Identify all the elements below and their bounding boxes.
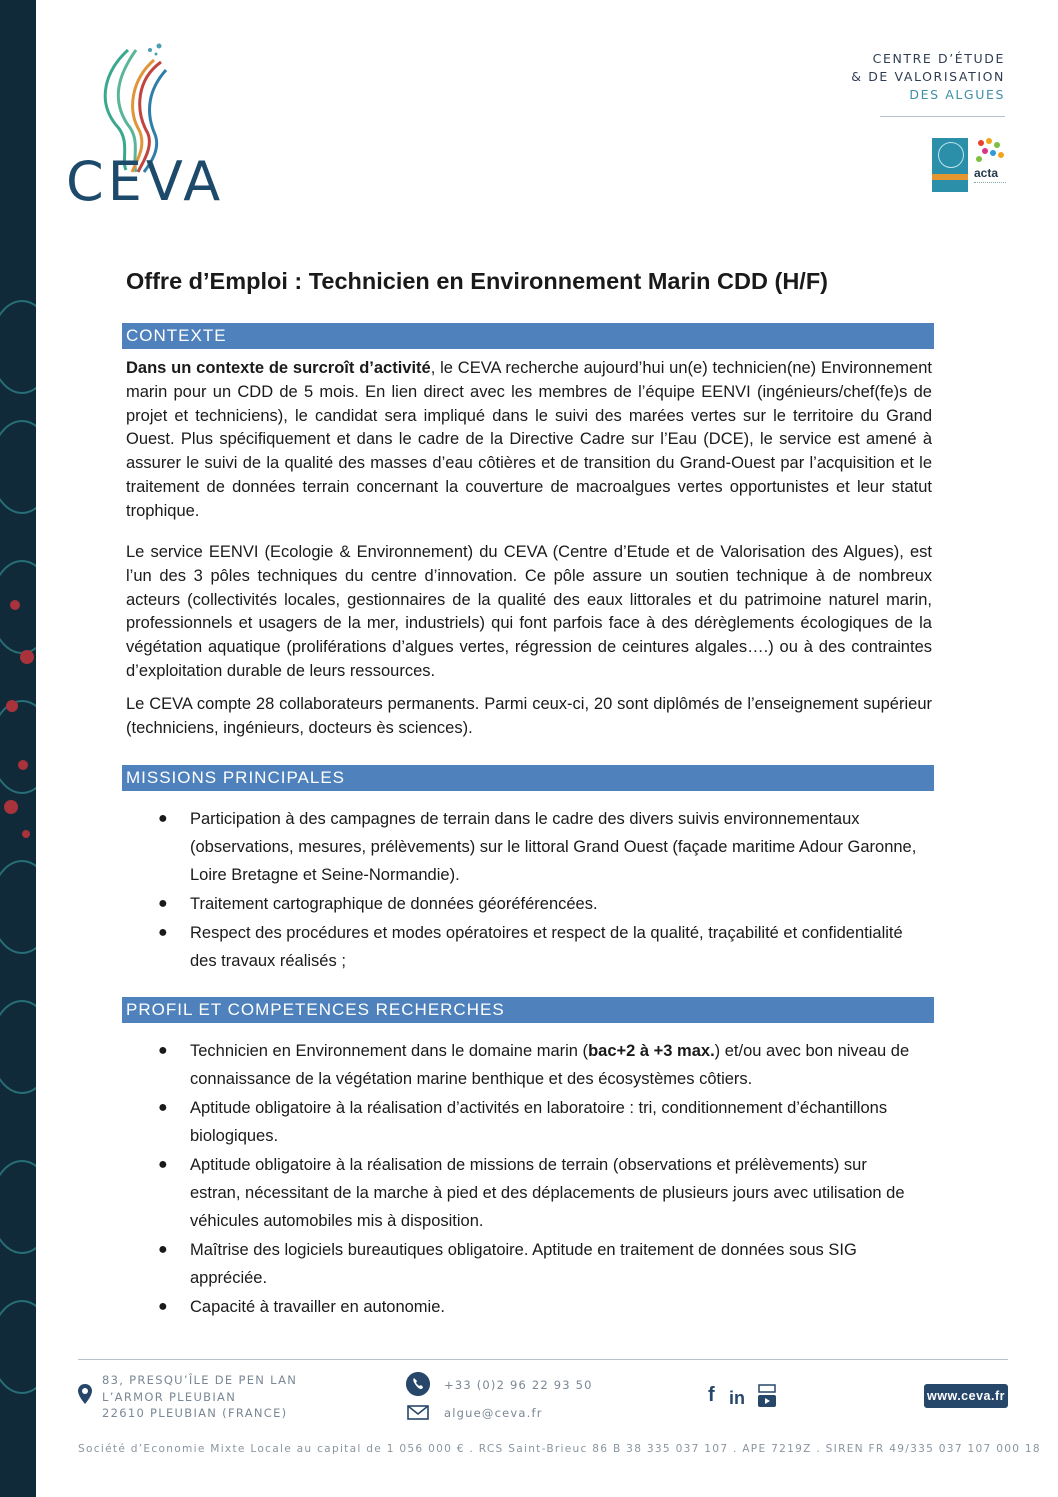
contexte-p1-text: , le CEVA recherche aujourd’hui un(e) technicien(ne) Environnement marin pour un CDD de 5 mois. En lien direct avec les membres de l’équipe EENVI (ingénieurs/chef(fe)s de projet et techniciens), le candidat sera impliqué dans le suivi des marées vertes sur le territoire du Grand Ouest. Plus spécifiquement et dans le cadre de la Directive Cadre sur l’Eau (DCE), le service est amené à assurer le suivi de la qualité des masses d’eau côtières et de transition du Grand-Ouest par l’acquisition et le traitement de données terrain concernant la couverture de macroalgues vertes opportunistes et leur statut trophique. — [126, 359, 932, 520]
phone-icon — [406, 1372, 430, 1396]
mail-icon — [407, 1405, 429, 1420]
org-line-2: & DE VALORISATION — [851, 69, 1005, 84]
bullet-icon: ● — [158, 1156, 168, 1173]
header-divider — [880, 116, 1005, 117]
bullet-icon: ● — [158, 1241, 168, 1258]
contexte-paragraph-3: Le CEVA compte 28 collaborateurs permanents. Parmi ceux-ci, 20 sont diplômés de l’enseignement supérieur (techniciens, ingénieurs, docteurs ès sciences). — [126, 695, 932, 737]
section-heading-profil: PROFIL ET COMPETENCES RECHERCHES — [122, 997, 934, 1023]
list-item: ● Capacité à travailler en autonomie. — [158, 1293, 918, 1321]
footer-address — [102, 1372, 297, 1422]
itai-logo-icon — [932, 138, 968, 192]
list-item: ● Aptitude obligatoire à la réalisation d’activités en laboratoire : tri, conditionnement d’échantillons biologiques. — [158, 1094, 918, 1150]
page-title: Offre d’Emploi : Technicien en Environnement Marin CDD (H/F) — [126, 268, 829, 294]
address-line-1: 83, PRESQU’ÎLE DE PEN LAN — [102, 1373, 298, 1387]
org-line-3: DES ALGUES — [909, 87, 1005, 102]
section-heading-contexte: CONTEXTE — [122, 323, 934, 349]
list-item: ● Maîtrise des logiciels bureautiques obligatoire. Aptitude en traitement de données sous SIG appréciée. — [158, 1236, 918, 1292]
youtube-icon[interactable] — [758, 1384, 776, 1408]
bullet-icon: ● — [158, 1298, 168, 1315]
decorative-side-band — [0, 0, 36, 1497]
facebook-icon[interactable]: f — [708, 1384, 715, 1406]
address-line-3: 22610 PLEUBIAN (FRANCE) — [102, 1406, 288, 1420]
profil-list — [158, 1037, 918, 1322]
bullet-icon: ● — [158, 1099, 168, 1116]
bullet-icon: ● — [158, 924, 168, 941]
list-item: ● Traitement cartographique de données géoréférencées. — [158, 890, 918, 918]
list-item: ● Technicien en Environnement dans le domaine marin (bac+2 à +3 max.) et/ou avec bon niveau de connaissance de la végétation marine benthique et des écosystèmes côtiers. — [158, 1037, 918, 1093]
location-pin-icon — [78, 1384, 92, 1404]
footer-email[interactable]: algue@ceva.fr — [444, 1406, 543, 1420]
footer-divider — [78, 1359, 1008, 1360]
section-heading-missions: MISSIONS PRINCIPALES — [122, 765, 934, 791]
missions-list — [158, 805, 918, 976]
acta-logo — [972, 138, 1008, 192]
acta-wordmark: acta — [974, 166, 999, 180]
legal-notice: Société d’Economie Mixte Locale au capital de 1 056 000 € . RCS Saint-Brieuc 86 B 38 335 037 107 . APE 7219Z . SIREN FR 49/335 037 107 000 18 — [78, 1443, 1041, 1455]
list-item: ● Respect des procédures et modes opératoires et respect de la qualité, traçabilité et confidentialité des travaux réalisés ; — [158, 919, 918, 975]
list-item: ● Participation à des campagnes de terrain dans le cadre des divers suivis environnementaux (observations, mesures, prélèvements) sur le littoral Grand Ouest (façade maritime Adour Garonne, Loire Bretagne et Seine-Normandie). — [158, 805, 918, 889]
contexte-paragraph-1 — [126, 357, 932, 524]
org-line-1: CENTRE D’ÉTUDE — [872, 51, 1005, 66]
footer-phone[interactable]: +33 (0)2 96 22 93 50 — [444, 1378, 593, 1392]
bullet-icon: ● — [158, 1042, 168, 1059]
list-item: ● Aptitude obligatoire à la réalisation de missions de terrain (observations et prélèvements) sur estran, nécessitant de la marche à pied et des déplacements de plusieurs jours avec utilisation de véhicules automobiles mis à disposition. — [158, 1151, 918, 1235]
linkedin-icon[interactable]: in — [729, 1388, 745, 1408]
website-link[interactable]: www.ceva.fr — [924, 1384, 1008, 1408]
bullet-icon: ● — [158, 895, 168, 912]
organization-name — [851, 50, 1005, 104]
contexte-bold-intro: Dans un contexte de surcroît d’activité — [126, 359, 431, 377]
logo-wordmark: CEVA — [66, 150, 225, 213]
bullet-icon: ● — [158, 810, 168, 827]
contexte-paragraph-2: Le service EENVI (Ecologie & Environnement) du CEVA (Centre d’Etude et de Valorisation des Algues), est l’un des 3 pôles techniques du centre d’innovation. Ce pôle assure un soutien technique à de nombreux acteurs (collectivités locales, gestionnaires de la qualité des eaux littorales et du patrimoine naturel marin, professionnels et usagers de la mer, industriels) qui font parfois face à des dérèglements écologiques de la végétation aquatique (proliférations d’algues vertes, régression de ceintures algales….) ou à des contraintes d’exploitation durable de leurs ressources. — [126, 543, 932, 680]
address-line-2: L’ARMOR PLEUBIAN — [102, 1389, 237, 1404]
